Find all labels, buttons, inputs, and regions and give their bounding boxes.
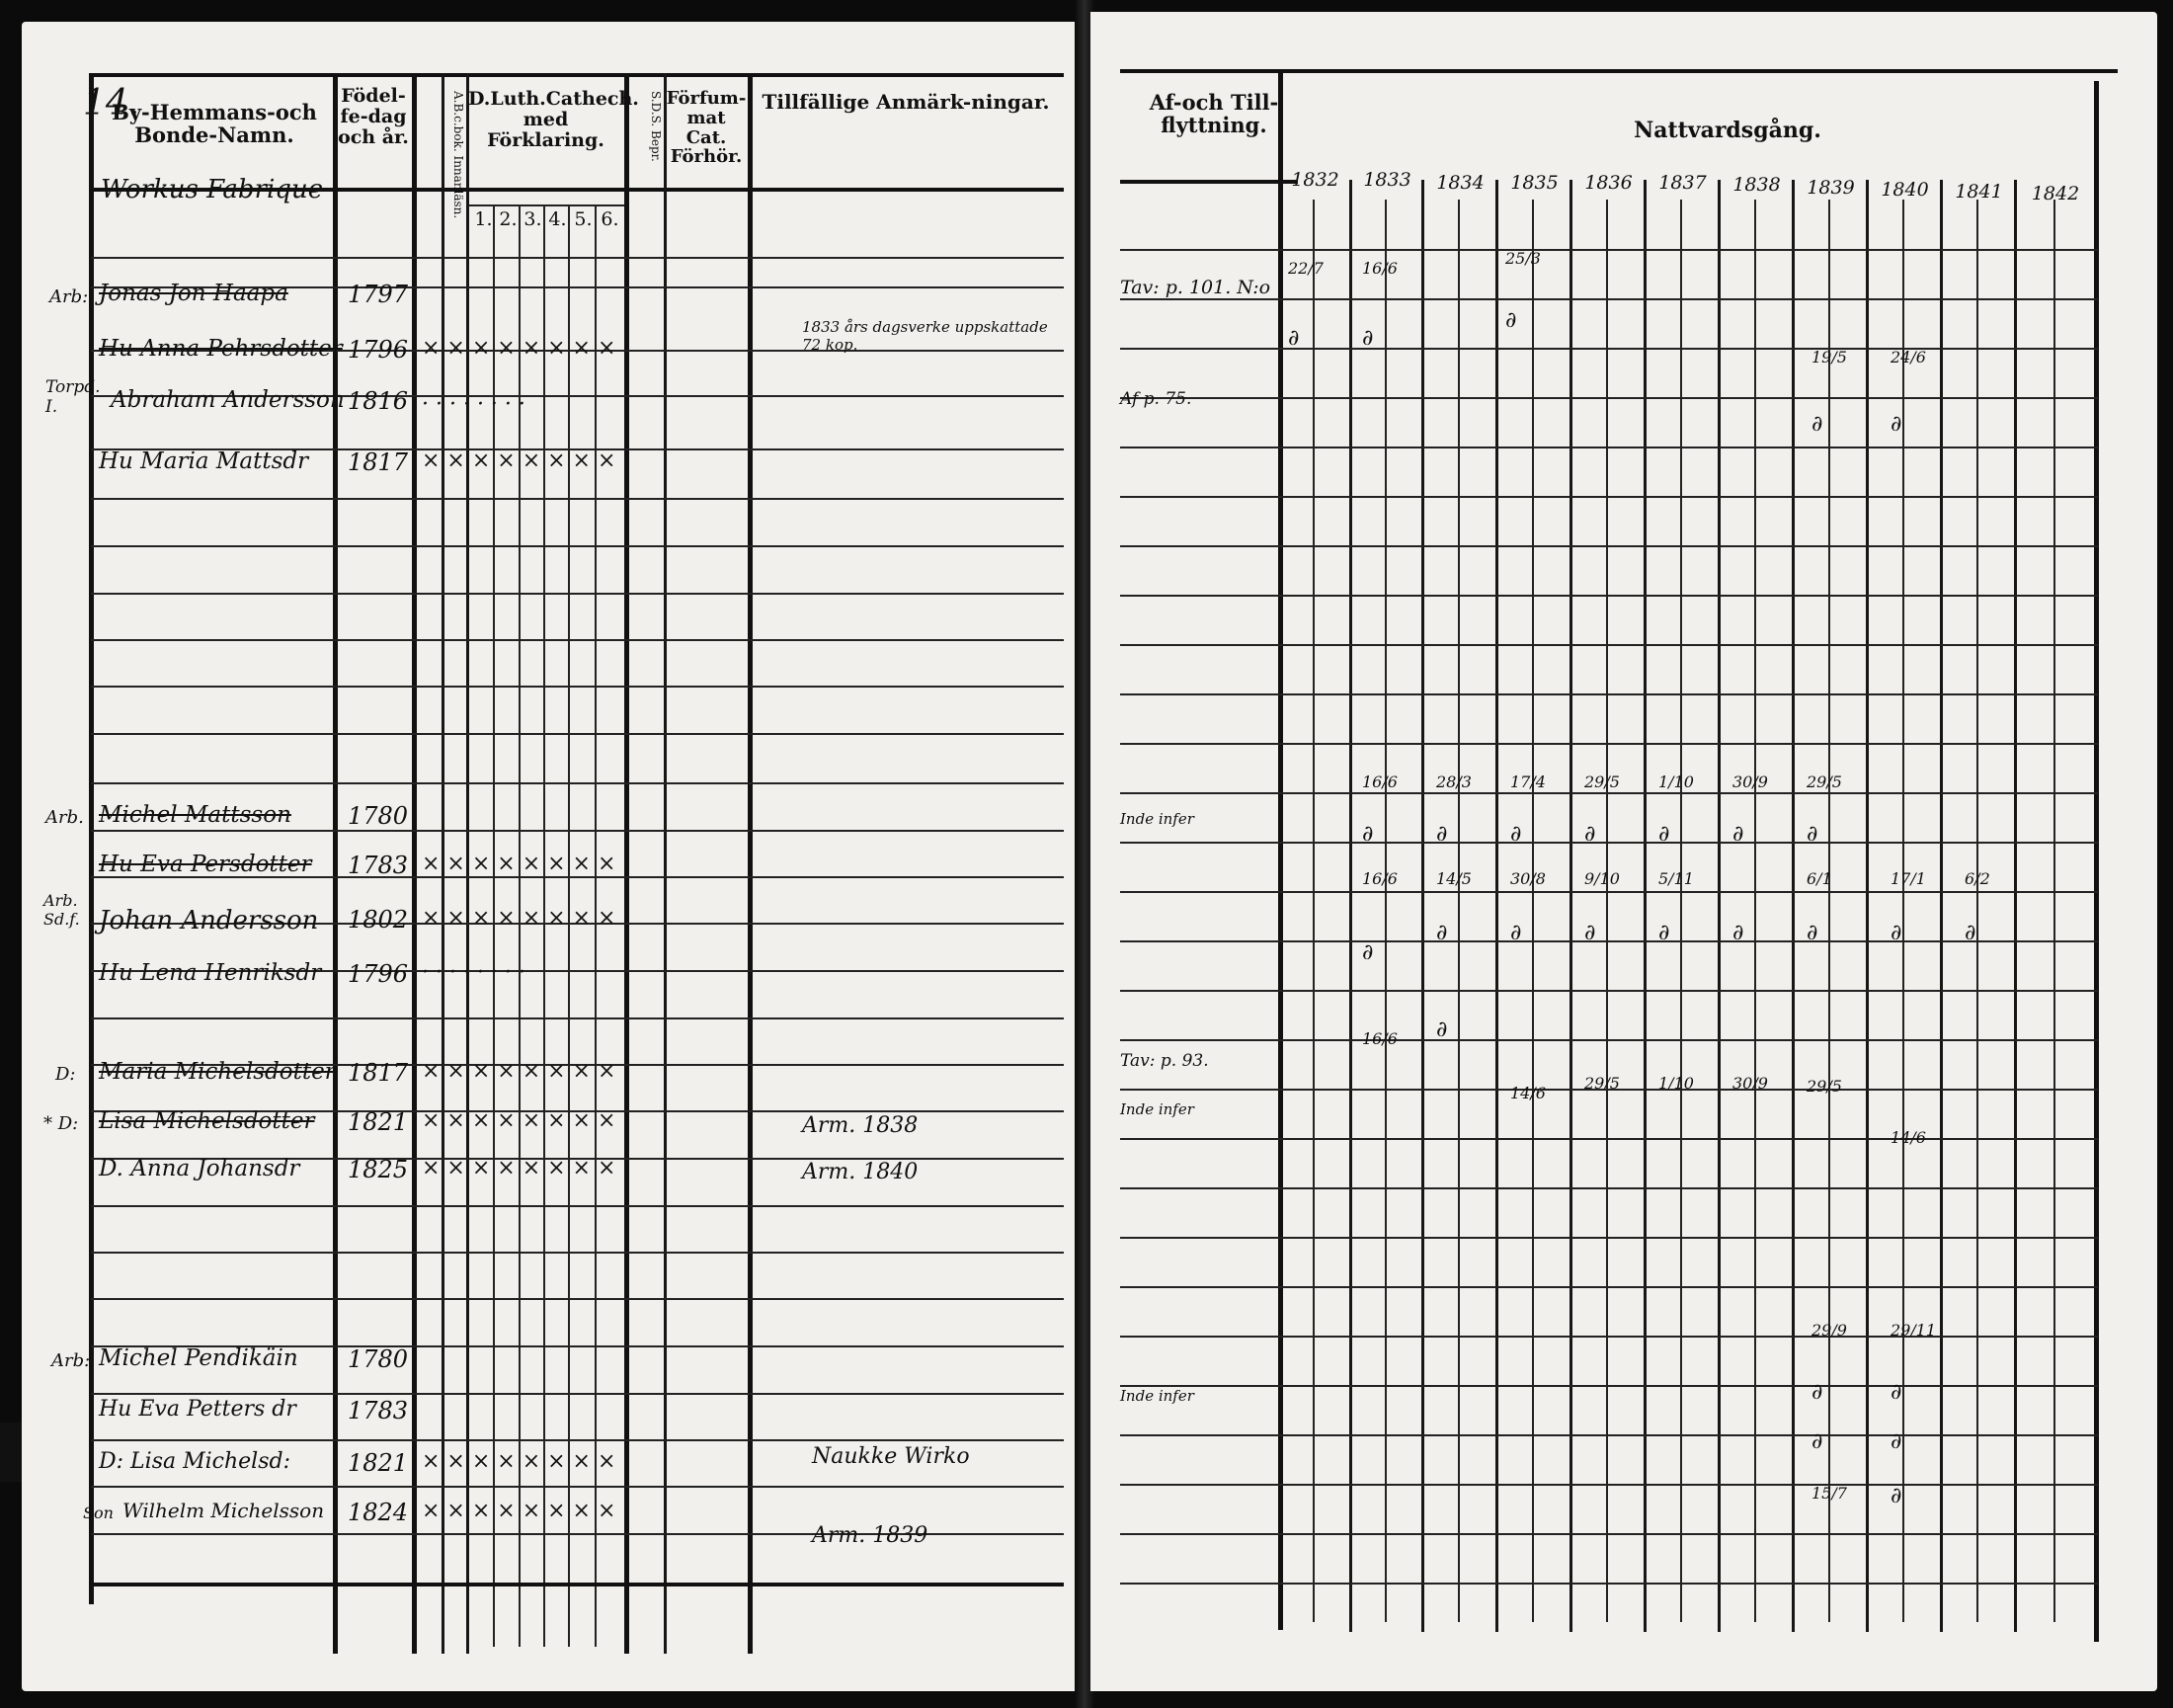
sub-col [1458,200,1460,1622]
row-line [1120,1138,2098,1140]
communion-mark: ∂ [1584,822,1596,847]
communion-mark: ∂ [1811,1380,1823,1405]
row-line-bottom [91,1583,1064,1586]
entry-12-prefix: Arb: [51,1350,91,1371]
entry-7-birth: 1802 [348,906,409,934]
communion-mark: 29/9 [1811,1321,1847,1340]
row-line [1120,842,2098,844]
entry-6-name: Hu Eva Persdotter [99,852,312,877]
communion-mark: 29/5 [1584,1074,1620,1093]
remark-3: Arm. 1840 [802,1160,919,1184]
header-communion: Nattvardsgång. [1634,118,1821,143]
row-line [1120,644,2098,646]
communion-mark: 30/9 [1732,1074,1768,1093]
communion-mark: 30/9 [1732,773,1768,791]
communion-mark: 24/6 [1891,348,1926,366]
communion-mark: 22/7 [1288,259,1324,278]
communion-mark: ∂ [1436,1017,1448,1042]
entry-3-birth: 1816 [348,387,409,415]
header-sds: S.D.S. Bepr. [649,91,663,162]
sub-col [1385,200,1387,1622]
luth-col-4: 4. [548,208,567,230]
move-note-4: Tav: p. 93. [1120,1051,1209,1071]
communion-mark: ∂ [1811,412,1823,437]
communion-mark: ∂ [1891,921,1902,945]
communion-mark: ∂ [1362,822,1374,847]
section-title: Workus Fabrique [101,175,324,204]
communion-mark: ∂ [1891,1429,1902,1454]
entry-1-name: Jonas Jon Haapa [99,281,288,306]
communion-mark: ∂ [1807,822,1818,847]
row-line [1120,595,2098,597]
entry-9-birth: 1817 [348,1059,409,1087]
year-1841: 1841 [1955,181,2003,203]
entry-4-name: Hu Maria Mattsdr [99,448,309,474]
communion-mark: ∂ [1965,921,1976,945]
row-line [1120,1187,2098,1189]
row-line [1120,1434,2098,1436]
entry-3-prefix: Torpd. I. [45,377,101,417]
entry-2-name: Hu Anna Pehrsdotter [99,336,343,362]
check-mark: · · · · · · · · [422,392,525,417]
entry-5-name: Michel Mattsson [99,802,291,828]
entry-6-birth: 1783 [348,852,409,879]
check-mark: × × × × × × × × [422,1108,616,1133]
luth-col-1: 1. [474,208,493,230]
header-luth: D.Luth.Cathech. med Förklaring. [468,88,639,151]
col-divider-moving [1278,69,1283,1630]
row-line [1120,792,2098,794]
entry-10-prefix: * D: [43,1113,79,1134]
row-line [1120,891,2098,893]
communion-mark: ∂ [1436,822,1448,847]
row-line [91,639,1064,641]
communion-mark: ∂ [1584,921,1596,945]
sub-col [1754,200,1756,1622]
row-line [1120,1533,2098,1535]
sub-col [2053,200,2055,1622]
header-top-rule-right [1120,69,2118,73]
entry-14-name: D: Lisa Michelsd: [99,1449,290,1474]
communion-mark: ∂ [1891,1484,1902,1508]
communion-mark: 30/8 [1510,869,1546,888]
col-divider-luth-end [624,73,629,1654]
header-forsum: Förfum-mat Cat. Förhör. [666,88,747,168]
year-1839: 1839 [1807,177,1855,199]
check-mark: × × × × × × × × [422,1449,616,1474]
communion-mark: ∂ [1510,822,1522,847]
communion-mark: 29/11 [1891,1321,1937,1340]
communion-mark: 17/1 [1891,869,1926,888]
luth-col-2: 2. [499,208,518,230]
communion-mark: ∂ [1732,822,1744,847]
remark-5: Arm. 1839 [812,1523,928,1548]
move-note-1: Tav: p. 101. N:o [1120,277,1271,298]
row-line [91,1205,1064,1207]
communion-mark: 1/10 [1658,1074,1694,1093]
communion-mark: ∂ [1658,822,1670,847]
communion-mark: 16/6 [1362,773,1398,791]
communion-mark: ∂ [1362,326,1374,351]
entry-4-birth: 1817 [348,448,409,476]
row-line [1120,743,2098,745]
entry-8-name: Hu Lena Henriksdr [99,960,322,986]
communion-mark: 29/5 [1807,773,1842,791]
communion-mark: ∂ [1891,1380,1902,1405]
header-birth: Födel-fe-dag och år. [338,85,409,148]
col-right-border [2094,81,2099,1642]
row-line [1120,1336,2098,1338]
communion-mark: ∂ [1811,1429,1823,1454]
row-line [91,545,1064,547]
communion-mark: 19/5 [1811,348,1847,366]
entry-12-birth: 1780 [348,1345,409,1373]
entry-5-birth: 1780 [348,802,409,830]
year-1833: 1833 [1363,169,1411,191]
row-line [1120,1385,2098,1387]
check-mark: × × × × × × × × [422,1059,616,1084]
entry-2-birth: 1796 [348,336,409,364]
communion-mark: 25/3 [1505,249,1541,268]
row-line [1120,447,2098,448]
entry-13-birth: 1783 [348,1397,409,1424]
communion-mark: 17/4 [1510,773,1546,791]
entry-5-prefix: Arb. [45,807,84,828]
row-line [1120,990,2098,992]
check-mark: × × × × × × × × [422,1156,616,1180]
row-line [1120,545,2098,547]
entry-11-name: D. Anna Johansdr [99,1156,300,1181]
check-mark: · · · · · · · · [422,960,525,985]
sub-col [1680,200,1682,1622]
row-line [91,1486,1064,1488]
row-line [91,686,1064,688]
check-mark: × × × × × × × × [422,1499,616,1523]
communion-mark: ∂ [1891,412,1902,437]
entry-7-name: Johan Andersson [99,906,319,935]
sub-col [1902,200,1904,1622]
row-line [1120,940,2098,942]
entry-10-birth: 1821 [348,1108,409,1136]
year-1836: 1836 [1584,172,1633,194]
communion-mark: 14/6 [1891,1128,1926,1147]
page-number: 14. [83,83,140,123]
move-note-6: Inde infer [1120,1387,1194,1405]
row-line [1120,1484,2098,1486]
communion-mark: ∂ [1510,921,1522,945]
remark-1: 1833 års dagsverke uppskattade 72 kop. [802,318,1048,354]
row-line [1120,693,2098,695]
entry-12-name: Michel Pendikäin [99,1345,298,1371]
communion-mark: ∂ [1436,921,1448,945]
row-line [1120,348,2098,350]
sub-col [1828,200,1830,1622]
entry-15-prefix: Son [83,1504,114,1522]
entry-1-birth: 1797 [348,281,409,308]
row-line [91,257,1064,259]
communion-mark: ∂ [1362,940,1374,965]
year-1840: 1840 [1881,179,1929,201]
row-line [91,1017,1064,1019]
communion-mark: 6/2 [1965,869,1990,888]
move-note-2: Af p. 75. [1120,389,1192,409]
header-abc: A.B.c.bok. Innanläsn. [451,91,465,219]
luth-subheader-rule [466,204,624,206]
row-line [91,1298,1064,1300]
row-line [1120,397,2098,399]
communion-mark: 15/7 [1811,1484,1847,1503]
communion-mark: 14/6 [1510,1084,1546,1102]
check-mark: × × × × × × × × [422,906,616,931]
row-line [91,733,1064,735]
row-line [1120,1237,2098,1239]
row-line [91,593,1064,595]
col-divider-forsum [748,73,753,1654]
communion-mark: 5/11 [1658,869,1694,888]
sub-col [1606,200,1608,1622]
row-line [91,1252,1064,1254]
sub-col [1532,200,1534,1622]
communion-mark: 16/6 [1362,1029,1398,1048]
communion-mark: ∂ [1807,921,1818,945]
col-divider-birth [412,73,417,1654]
entry-15-birth: 1824 [348,1499,409,1526]
year-1835: 1835 [1510,172,1559,194]
communion-mark: ∂ [1288,326,1300,351]
row-line [1120,1286,2098,1288]
year-1834: 1834 [1436,172,1485,194]
communion-mark: 29/5 [1584,773,1620,791]
row-line [91,498,1064,500]
col-divider-name [333,73,338,1654]
communion-mark: ∂ [1505,308,1517,333]
communion-mark: 1/10 [1658,773,1694,791]
communion-mark: 6/1 [1807,869,1832,888]
row-line [91,1393,1064,1395]
row-line [1120,1583,2098,1585]
row-line [1120,249,2098,251]
entry-3-name: Abraham Andersson [111,387,345,413]
move-header-rule [1120,180,1298,184]
check-mark: × × × × × × × × [422,336,616,361]
year-1842: 1842 [2031,183,2080,204]
sub-col [1976,200,1978,1622]
col-divider-sds [664,73,667,1654]
row-line [1120,1039,2098,1041]
communion-mark: 28/3 [1436,773,1472,791]
header-moving: Af-och Till-flyttning. [1149,90,1279,138]
luth-col-3: 3. [523,208,542,230]
entry-11-birth: 1825 [348,1156,409,1183]
row-line [1120,298,2098,300]
row-line [91,782,1064,784]
entry-9-name: Maria Michelsdotter [99,1059,336,1085]
entry-13-name: Hu Eva Petters dr [99,1397,296,1422]
header-top-rule [91,73,1064,77]
communion-mark: ∂ [1658,921,1670,945]
sub-col [1313,200,1315,1622]
header-remarks: Tillfällige Anmärk-ningar. [762,90,1050,114]
right-page [1090,12,2157,1691]
entry-1-prefix: Arb: [49,286,89,307]
check-mark: × × × × × × × × [422,852,616,876]
entry-15-name: Wilhelm Michelsson [122,1499,325,1522]
remark-4: Naukke Wirko [812,1444,970,1469]
row-line [91,830,1064,832]
communion-mark: 16/6 [1362,869,1398,888]
entry-8-birth: 1796 [348,960,409,988]
communion-mark: 14/5 [1436,869,1472,888]
row-line [1120,496,2098,498]
entry-10-name: Lisa Michelsdotter [99,1108,315,1134]
year-1838: 1838 [1732,174,1781,196]
entry-14-birth: 1821 [348,1449,409,1477]
luth-col-6: 6. [601,208,619,230]
header-name: By-Hemmans-och Bonde-Namn. [112,100,317,148]
entry-9-prefix: D: [55,1064,76,1085]
move-note-3: Inde infer [1120,810,1194,828]
check-mark: × × × × × × × × [422,448,616,473]
year-1832: 1832 [1291,169,1339,191]
luth-col-5: 5. [574,208,593,230]
communion-mark: 16/6 [1362,259,1398,278]
remark-2: Arm. 1838 [802,1113,919,1138]
move-note-5: Inde infer [1120,1100,1194,1118]
col-left-border [89,73,94,1604]
communion-mark: ∂ [1732,921,1744,945]
left-page [22,22,1079,1691]
year-1837: 1837 [1658,172,1707,194]
row-line [91,1439,1064,1441]
communion-mark: 29/5 [1807,1077,1842,1096]
communion-mark: 9/10 [1584,869,1620,888]
entry-7-prefix: Arb. Sd.f. [43,891,80,929]
